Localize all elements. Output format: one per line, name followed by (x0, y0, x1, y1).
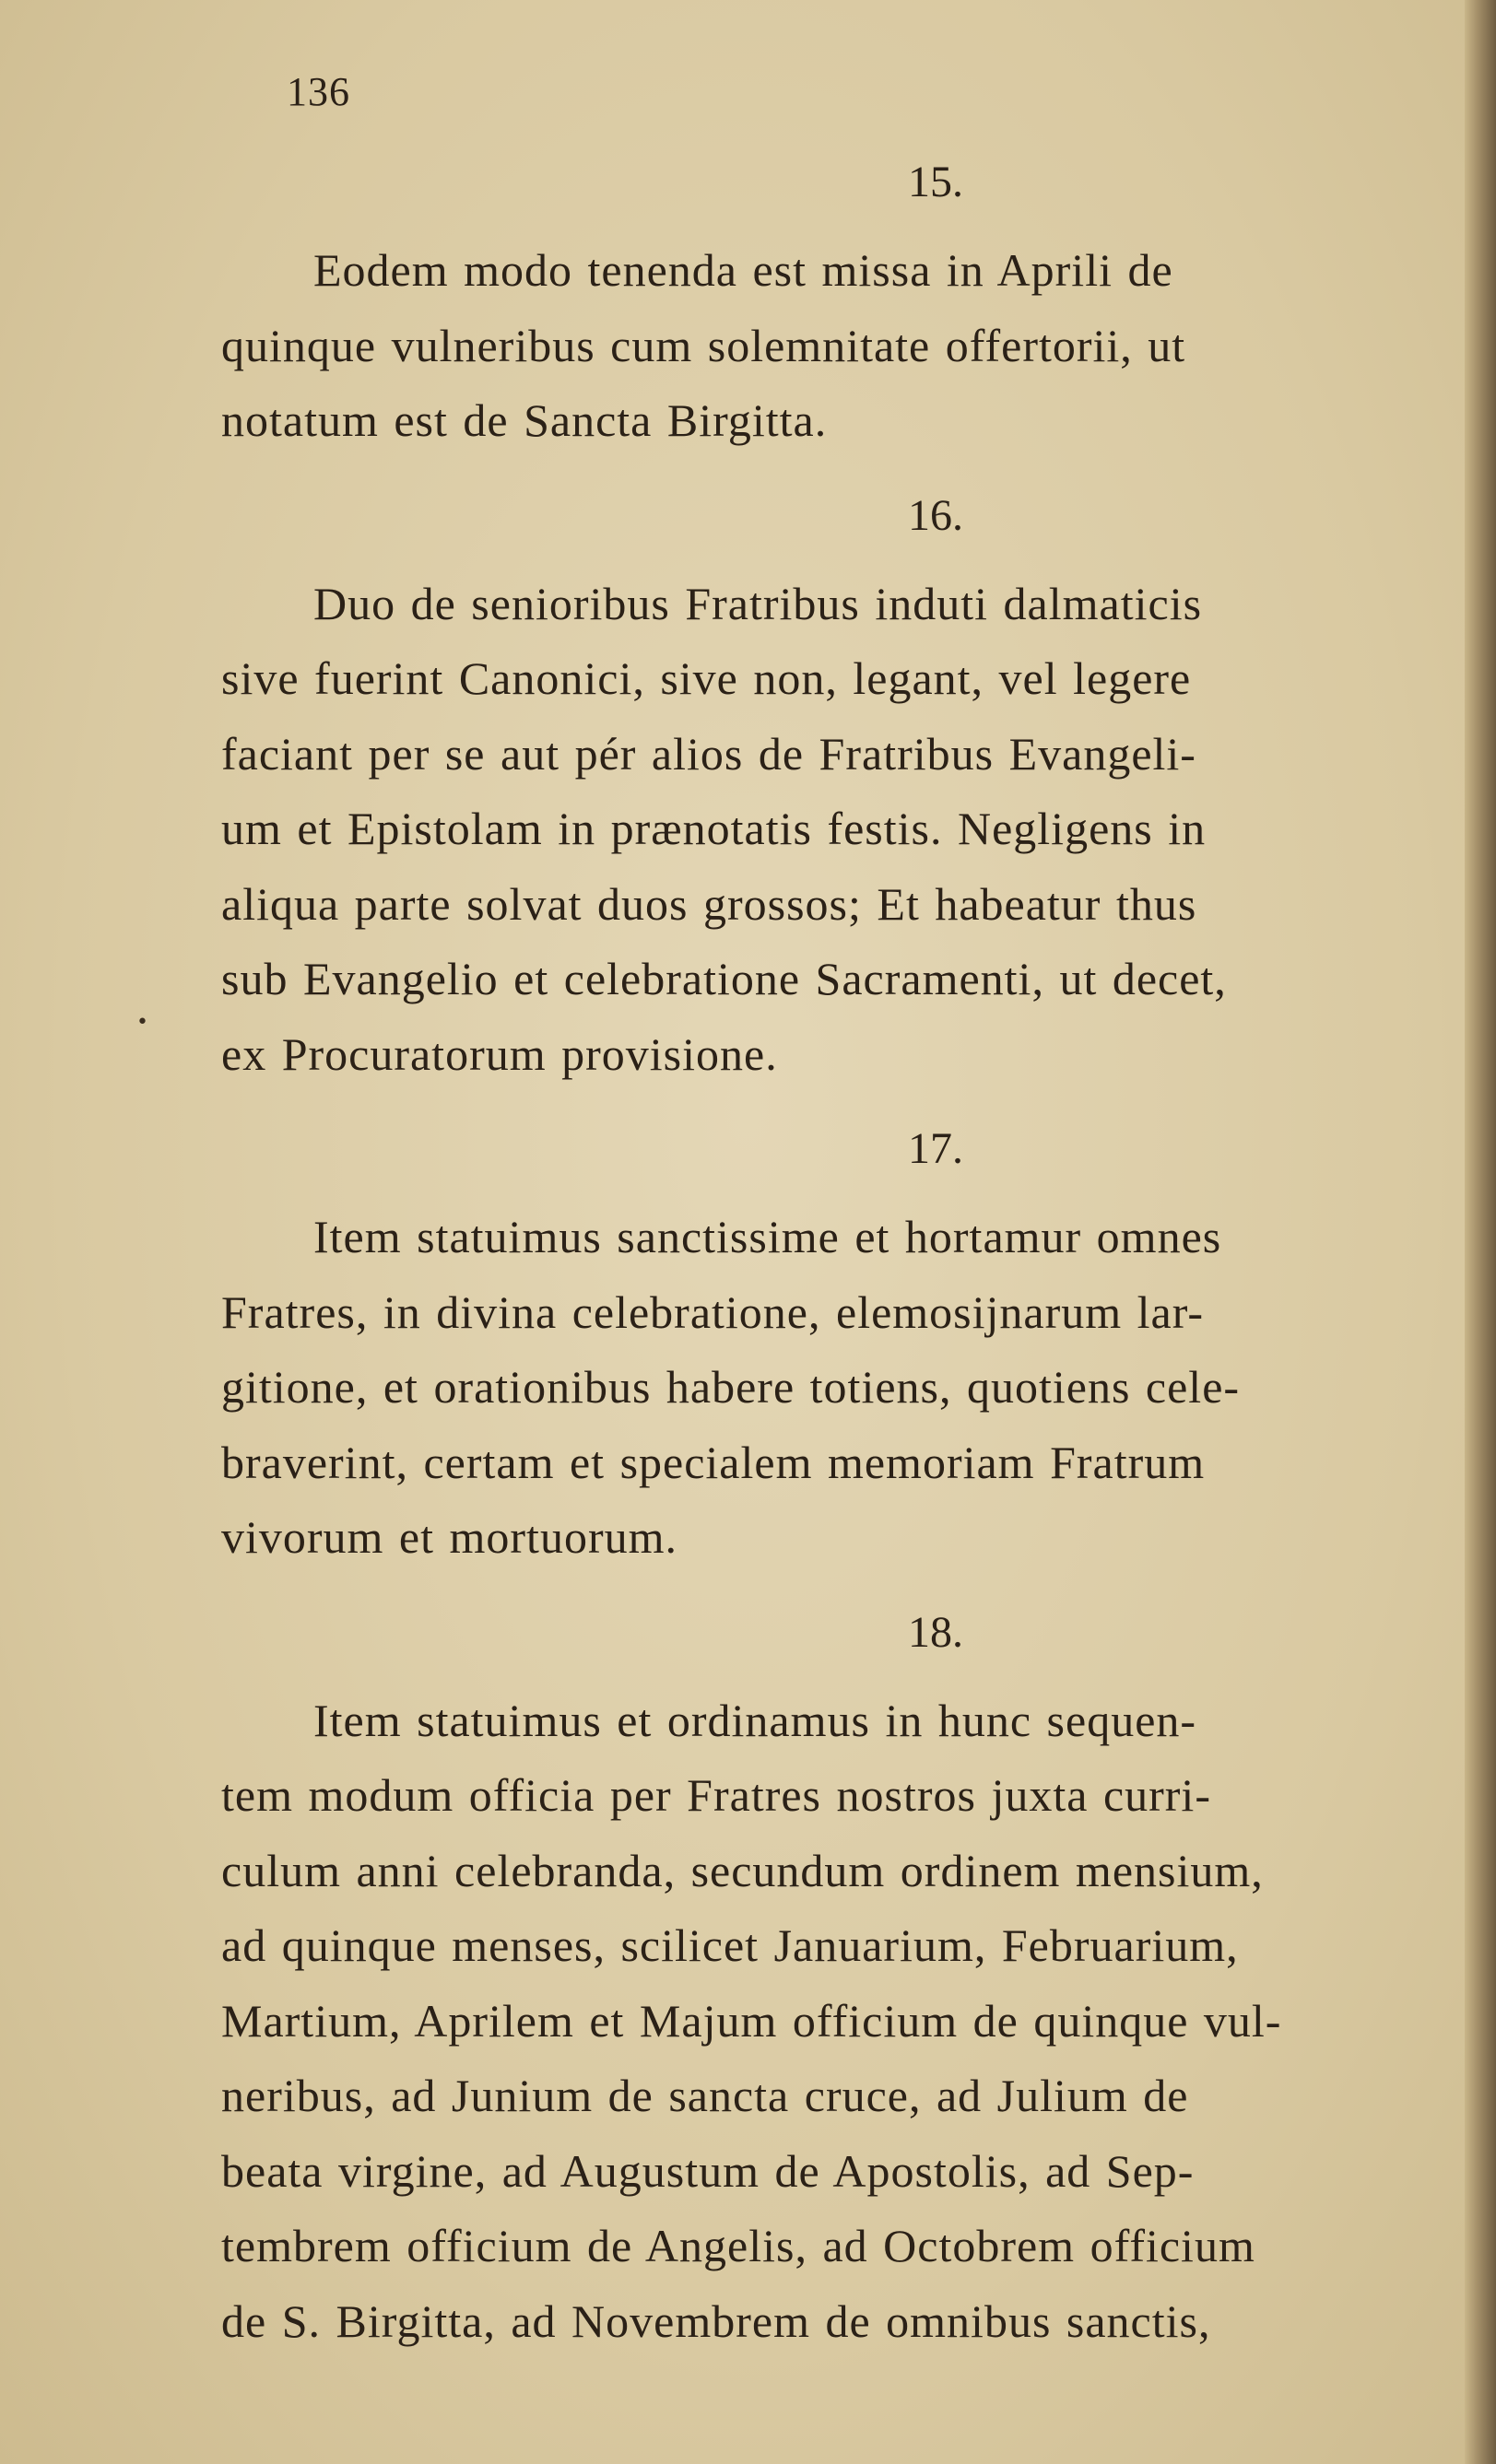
section-number: 18. (908, 1607, 963, 1657)
section-15 (221, 157, 1475, 459)
text-line: sive fuerint Canonici, sive non, legant, vel legere (221, 652, 1192, 704)
margin-mark: • (136, 1011, 148, 1034)
text-line: Fratres, in divina celebratione, elemosijnarum lar- (221, 1285, 1205, 1338)
text-line: Duo de senioribus Fratribus induti dalmaticis (313, 577, 1203, 629)
text-line: sub Evangelio et celebratione Sacramenti, ut decet, (221, 953, 1227, 1004)
section-18 (221, 1607, 1475, 2360)
text-line: de S. Birgitta, ad Novembrem de omnibus sanctis, (221, 2294, 1211, 2347)
text-line: Item statuimus sanctissime et hortamur omnes (313, 1211, 1222, 1262)
text-block (221, 157, 1475, 2390)
section-number: 16. (908, 490, 963, 540)
section-16 (221, 490, 1475, 1093)
text-line: aliqua parte solvat duos grossos; Et habeatur thus (221, 877, 1197, 930)
text-line: braverint, certam et specialem memoriam Fratrum (221, 1436, 1206, 1488)
text-line: um et Epistolam in prænotatis festis. Negligens in (221, 803, 1207, 854)
text-line: gitione, et orationibus habere totiens, quotiens cele- (221, 1361, 1241, 1413)
text-line: beata virgine, ad Augustum de Apostolis, ad Sep- (221, 2144, 1195, 2197)
text-line: Item statuimus et ordinamus in hunc sequen- (313, 1694, 1197, 1746)
text-line: notatum est de Sancta Birgitta. (221, 394, 828, 446)
section-number: 17. (908, 1124, 963, 1173)
text-line: tem modum officia per Fratres nostros juxta curri- (221, 1769, 1211, 1821)
text-line: quinque vulneribus cum solemnitate offertorii, ut (221, 319, 1186, 371)
page-number: 136 (287, 69, 350, 114)
text-line: vivorum et mortuorum. (221, 1511, 677, 1563)
text-line: culum anni celebranda, secundum ordinem mensium, (221, 1844, 1264, 1896)
text-line: ex Procuratorum provisione. (221, 1027, 778, 1080)
text-line: faciant per se aut pér alios de Fratribus Evangeli- (221, 727, 1196, 780)
text-line: tembrem officium de Angelis, ad Octobrem officium (221, 2220, 1255, 2271)
text-line: neribus, ad Junium de sancta cruce, ad Julium de (221, 2070, 1189, 2121)
text-line: Eodem modo tenenda est missa in Aprili de (313, 244, 1173, 296)
text-line: Martium, Aprilem et Majum officium de quinque vul- (221, 1994, 1282, 2047)
section-17 (221, 1123, 1475, 1576)
text-line: ad quinque menses, scilicet Januarium, Februarium, (221, 1919, 1239, 1971)
section-number: 15. (908, 158, 963, 206)
